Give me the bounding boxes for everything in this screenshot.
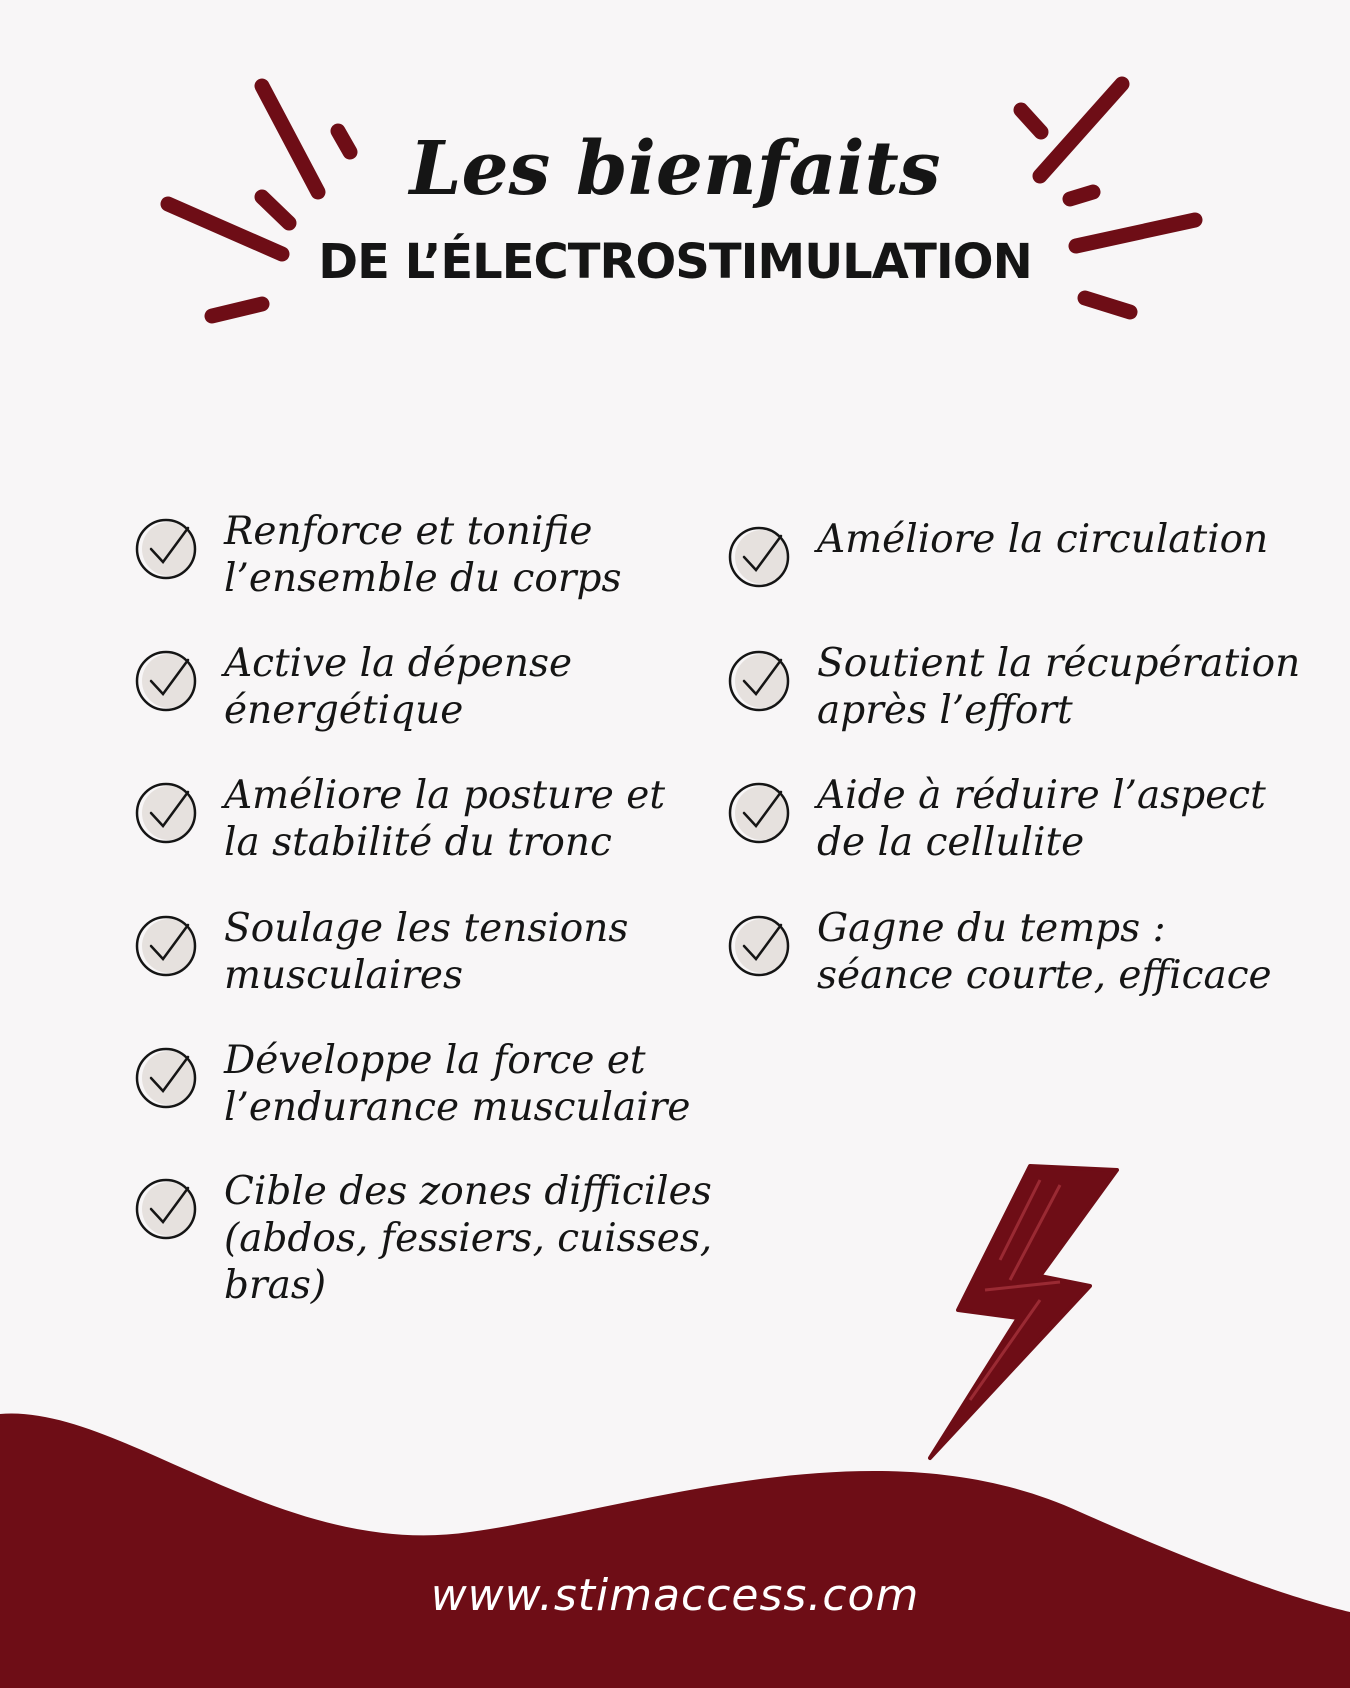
page-subtitle: DE L’ÉLECTROSTIMULATION (318, 234, 1032, 290)
benefit-text: Soulage les tensions musculaires (224, 906, 629, 998)
benefit-text: Améliore la circulation (817, 517, 1269, 562)
check-circle-icon (727, 780, 793, 846)
benefit-text: Cible des zones difficiles (abdos, fessiers, cuisses, bras) (224, 1169, 713, 1308)
benefit-text: Active la dépense énergétique (224, 641, 573, 733)
benefit-text: Aide à réduire l’aspect de la cellulite (817, 773, 1266, 865)
check-circle-icon (727, 524, 793, 590)
website-link[interactable]: www.stimaccess.com (430, 1570, 920, 1621)
check-circle-icon (727, 648, 793, 714)
check-circle-icon (134, 516, 200, 582)
check-circle-icon (134, 1176, 200, 1242)
page-title: Les bienfaits (409, 126, 941, 212)
benefit-text: Soutient la récupération après l’effort (817, 641, 1301, 733)
check-circle-icon (134, 1045, 200, 1111)
check-circle-icon (727, 913, 793, 979)
benefit-text: Améliore la posture et la stabilité du tronc (224, 773, 666, 865)
benefit-text: Développe la force et l’endurance musculaire (224, 1038, 691, 1130)
check-circle-icon (134, 780, 200, 846)
check-circle-icon (134, 648, 200, 714)
benefit-text: Gagne du temps : séance courte, efficace (817, 906, 1272, 998)
check-circle-icon (134, 913, 200, 979)
benefit-text: Renforce et tonifie l’ensemble du corps (224, 509, 622, 601)
footer-wave (0, 1414, 1350, 1688)
lightning-bolt-icon (930, 1166, 1117, 1458)
